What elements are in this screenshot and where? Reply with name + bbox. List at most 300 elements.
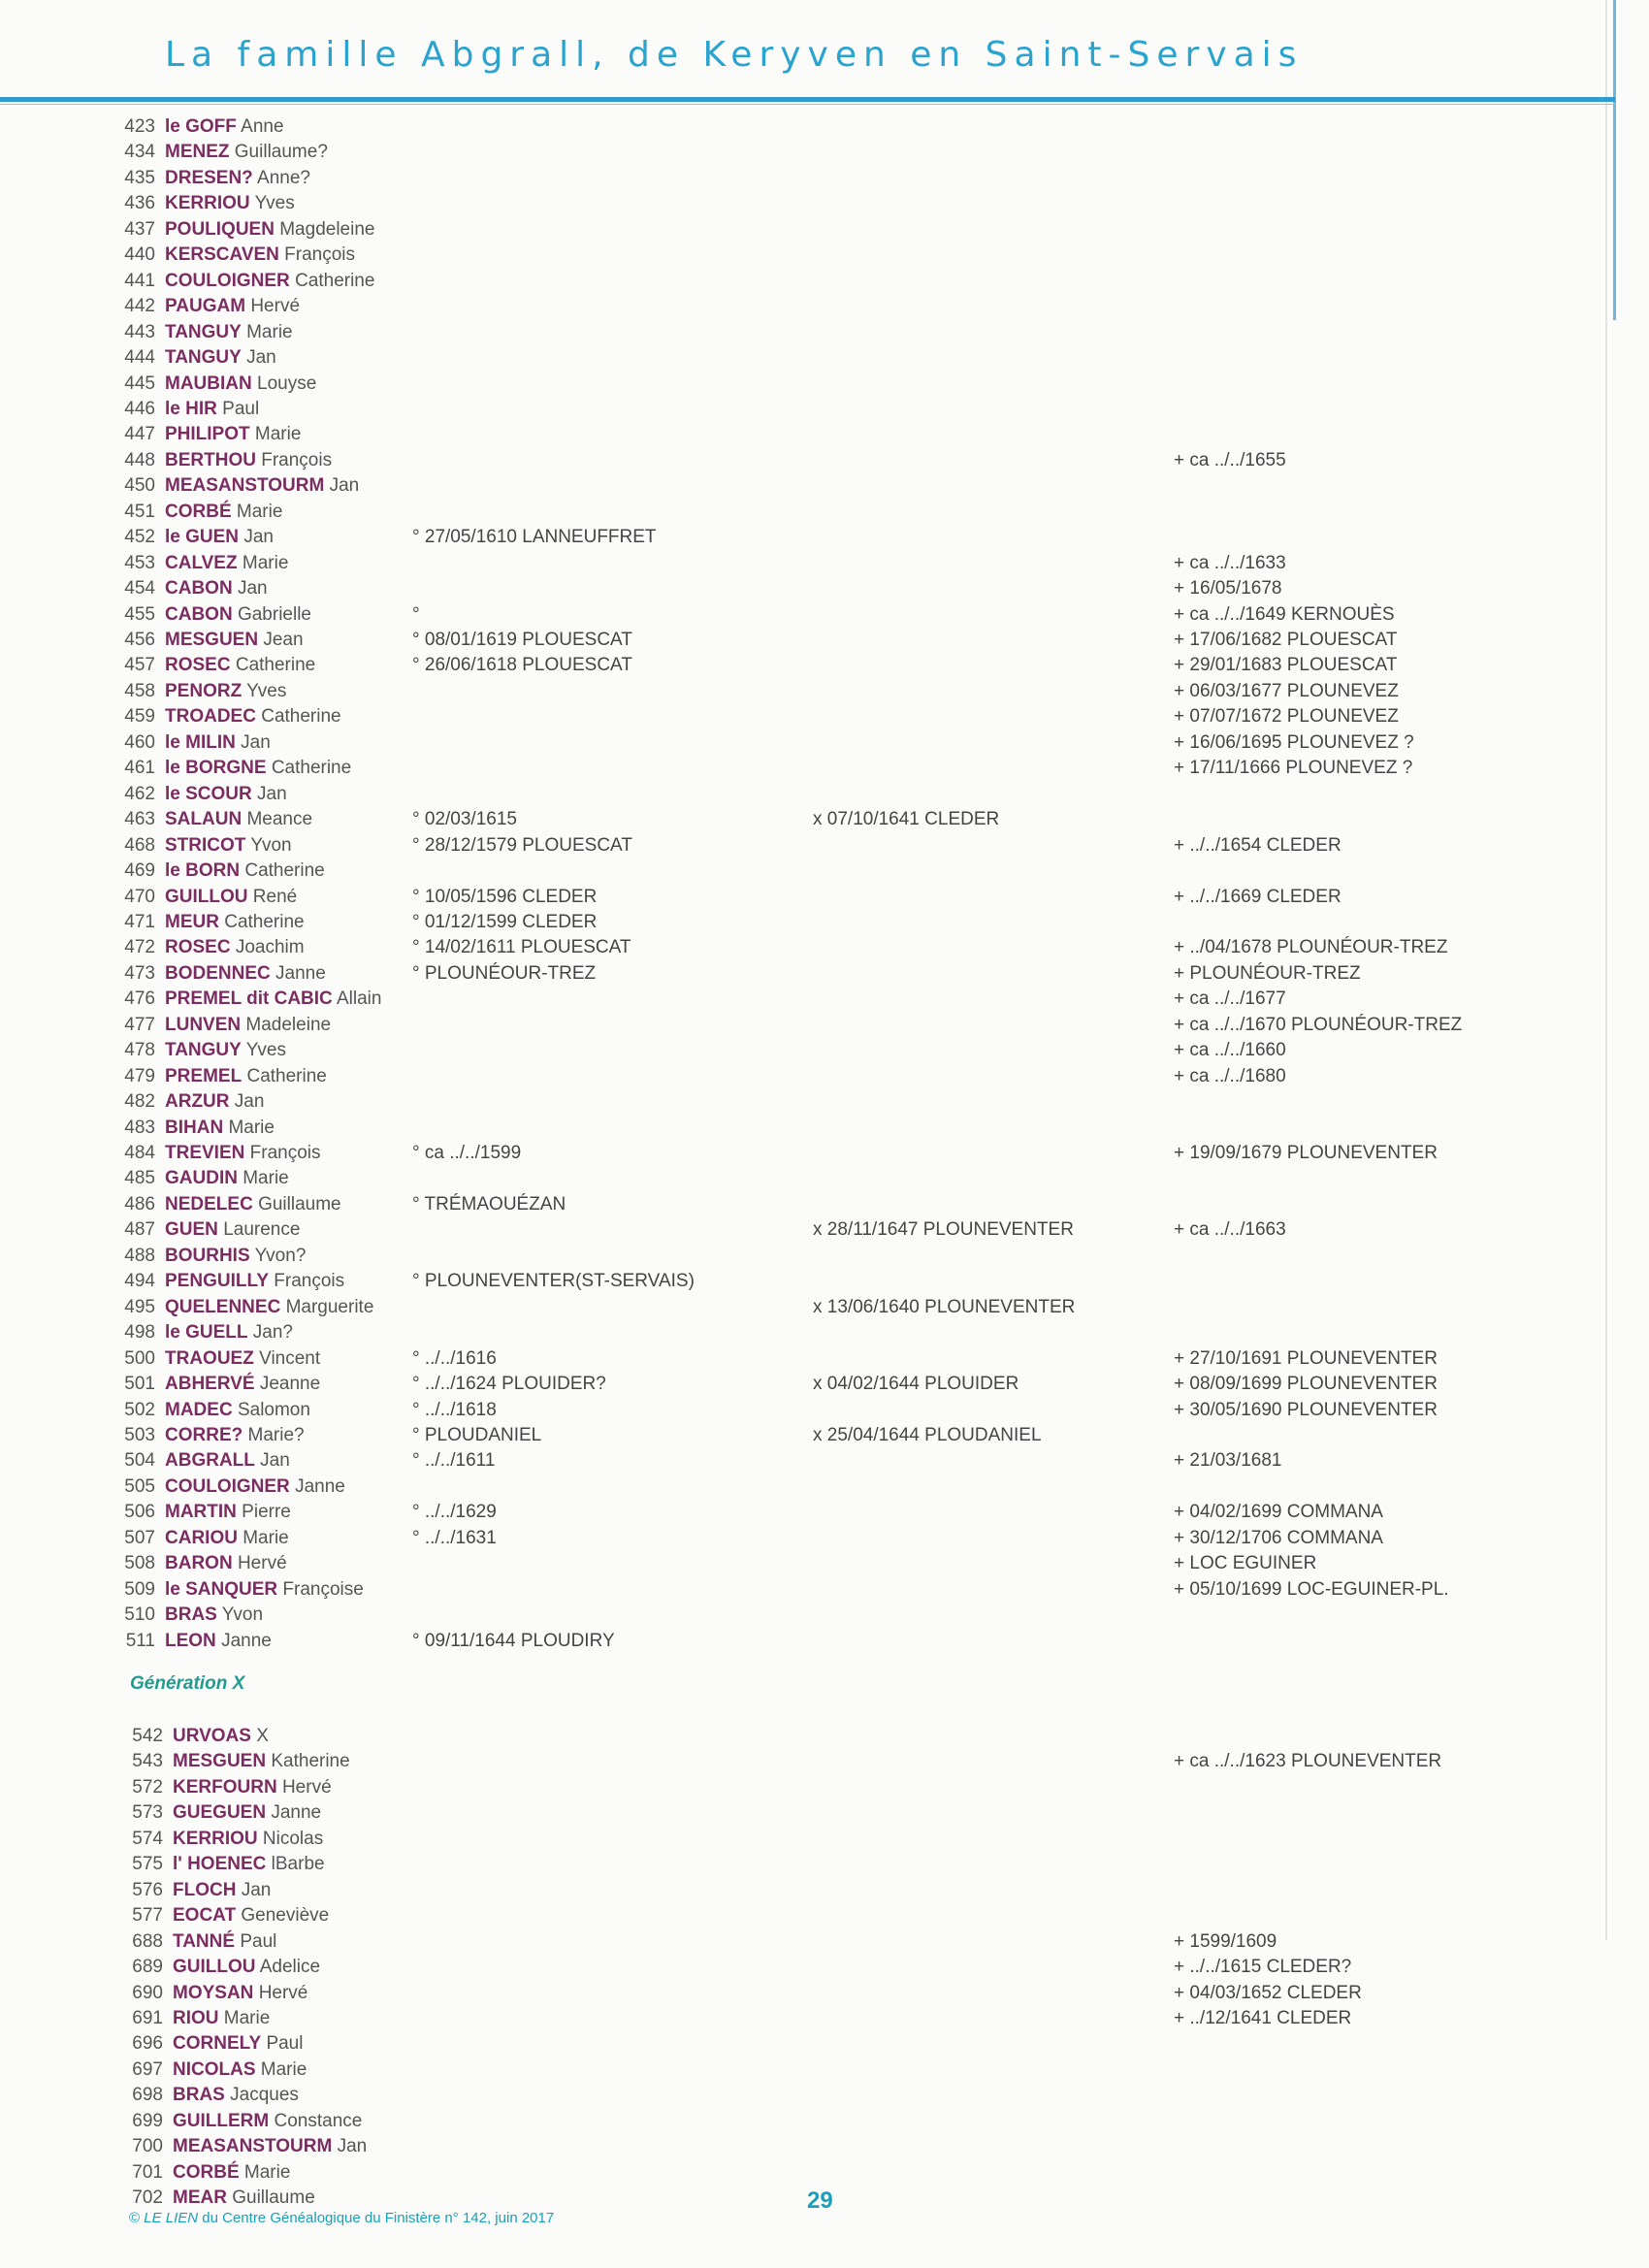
surname: KERSCAVEN <box>165 244 279 266</box>
first-name: Catherine <box>224 911 305 932</box>
death-info: + 30/05/1690 PLOUNEVENTER <box>1174 1399 1438 1420</box>
footer-credit <box>129 2210 554 2226</box>
sosa-number: 573 <box>132 1802 163 1824</box>
birth-info: ° 14/02/1611 PLOUESCAT <box>412 937 631 958</box>
person-name <box>173 2134 367 2159</box>
birth-info: ° 27/05/1610 LANNEUFFRET <box>412 527 657 548</box>
sosa-number: 460 <box>124 731 155 753</box>
surname: le BORGNE <box>165 758 267 779</box>
sosa-number: 440 <box>124 244 155 266</box>
person-name <box>173 1878 271 1903</box>
person-name <box>173 1827 323 1852</box>
person-name <box>165 756 351 781</box>
sosa-number: 461 <box>124 758 155 779</box>
surname: TANGUY <box>165 1040 242 1061</box>
sosa-number: 445 <box>124 373 155 394</box>
person-name <box>165 551 288 576</box>
person-name <box>173 1955 320 1980</box>
surname: PAUGAM <box>165 296 246 317</box>
first-name: Jan <box>257 783 287 804</box>
surname: SALAUN <box>165 809 242 830</box>
surname: STRICOT <box>165 834 246 856</box>
sosa-number: 444 <box>124 347 155 369</box>
person-name <box>165 372 316 397</box>
person-name <box>165 1526 289 1551</box>
first-name: Allain <box>337 988 382 1010</box>
birth-info: ° PLOUNÉOUR-TREZ <box>412 962 597 984</box>
surname: l' HOENEC <box>173 1854 267 1875</box>
surname: BRAS <box>165 1604 217 1626</box>
first-name: Janne <box>271 1802 322 1824</box>
sosa-number: 476 <box>124 988 155 1010</box>
person-name <box>165 1423 305 1448</box>
first-name: Catherine <box>261 706 341 728</box>
first-name: François <box>284 244 356 266</box>
surname: ROSEC <box>165 655 231 676</box>
surname: COULOIGNER <box>165 1475 290 1497</box>
sosa-number: 689 <box>132 1957 163 1978</box>
first-name: X <box>256 1726 269 1746</box>
first-name: Katherine <box>271 1751 350 1772</box>
death-info: + ca ../../1680 <box>1174 1065 1286 1086</box>
surname: PREMEL <box>165 1065 242 1086</box>
sosa-number: 483 <box>124 1117 155 1138</box>
sosa-number: 442 <box>124 296 155 317</box>
surname: PREMEL dit CABIC <box>165 988 333 1010</box>
first-name: Marie <box>260 2058 307 2080</box>
surname: CORNELY <box>173 2033 262 2055</box>
first-name: Hervé <box>258 1982 308 2003</box>
first-name: Jean <box>263 630 304 650</box>
birth-info: ° ../../1618 <box>412 1399 497 1420</box>
surname: le SANQUER <box>165 1578 278 1600</box>
surname: EOCAT <box>173 1905 237 1927</box>
surname: CABON <box>165 578 233 599</box>
first-name: François <box>274 1271 345 1292</box>
surname: TREVIEN <box>165 1143 245 1163</box>
surname: TANGUY <box>165 347 242 369</box>
sosa-number: 451 <box>124 501 155 522</box>
header-rule <box>0 97 1615 102</box>
surname: le GUEN <box>165 527 240 548</box>
surname: LEON <box>165 1630 216 1651</box>
surname: RIOU <box>173 2007 219 2028</box>
sosa-number: 447 <box>124 424 155 445</box>
person-name <box>165 628 304 653</box>
person-name <box>165 653 315 678</box>
birth-info: ° ../../1629 <box>412 1502 497 1523</box>
person-name <box>173 1981 307 2006</box>
death-info: + PLOUNÉOUR-TREZ <box>1174 962 1361 984</box>
person-name <box>165 269 374 294</box>
death-info: + ../12/1641 CLEDER <box>1174 2007 1352 2028</box>
first-name: Françoise <box>282 1578 364 1600</box>
death-info: + LOC EGUINER <box>1174 1553 1317 1574</box>
sosa-number: 459 <box>124 706 155 728</box>
surname: CORBÉ <box>165 501 232 522</box>
first-name: Hervé <box>237 1553 287 1574</box>
first-name: Guillaume <box>258 1193 341 1215</box>
person-name <box>173 1852 325 1877</box>
surname: GUILLOU <box>165 886 248 907</box>
sosa-number: 696 <box>132 2033 163 2055</box>
surname: ABGRALL <box>165 1450 255 1472</box>
first-name: Catherine <box>246 1065 327 1086</box>
sosa-number: 577 <box>132 1905 163 1927</box>
sosa-number: 508 <box>124 1553 155 1574</box>
death-info: + ../../1615 CLEDER? <box>1174 1957 1352 1978</box>
generation-heading: Génération X <box>130 1673 245 1694</box>
sosa-number: 574 <box>132 1828 163 1849</box>
person-name <box>165 448 332 473</box>
person-name <box>165 1244 306 1269</box>
surname: LUNVEN <box>165 1014 242 1035</box>
person-name <box>165 1141 321 1166</box>
birth-info: ° <box>412 603 420 625</box>
death-info: + 06/03/1677 PLOUNEVEZ <box>1174 680 1399 701</box>
death-info: + ca ../../1677 <box>1174 988 1286 1010</box>
sosa-number: 477 <box>124 1014 155 1035</box>
first-name: Yves <box>245 1040 286 1061</box>
person-name <box>165 1474 345 1500</box>
first-name: Madeleine <box>245 1014 332 1035</box>
sosa-number: 448 <box>124 449 155 470</box>
surname: CARIOU <box>165 1527 238 1548</box>
sosa-number: 690 <box>132 1982 163 2003</box>
sosa-number: 500 <box>124 1347 155 1369</box>
sosa-number: 511 <box>125 1630 155 1651</box>
sosa-number: 469 <box>124 860 155 882</box>
death-info: + 21/03/1681 <box>1174 1450 1282 1472</box>
surname: MESGUEN <box>165 630 259 650</box>
sosa-number: 504 <box>124 1450 155 1472</box>
sosa-number: 434 <box>124 142 155 163</box>
first-name: Laurence <box>223 1219 301 1241</box>
death-info: + 16/05/1678 <box>1174 578 1282 599</box>
first-name: Marie <box>236 501 283 522</box>
death-info: + 29/01/1683 PLOUESCAT <box>1174 655 1398 676</box>
person-name <box>165 1013 331 1038</box>
sosa-number: 454 <box>124 578 155 599</box>
sosa-number: 435 <box>124 167 155 188</box>
sosa-number: 468 <box>124 834 155 856</box>
birth-info: ° 09/11/1644 PLOUDIRY <box>412 1630 615 1651</box>
surname: MENEZ <box>165 142 230 163</box>
first-name: Marguerite <box>285 1296 374 1317</box>
person-name <box>165 525 274 550</box>
sosa-number: 505 <box>124 1475 155 1497</box>
person-name <box>165 191 295 216</box>
sosa-number: 453 <box>124 552 155 573</box>
surname: NEDELEC <box>165 1193 253 1215</box>
sosa-number: 494 <box>124 1271 155 1292</box>
page-edge-line <box>1613 0 1616 320</box>
surname: TANGUY <box>165 321 242 342</box>
person-name <box>165 833 292 859</box>
first-name: François <box>249 1143 321 1163</box>
person-name <box>165 1295 373 1320</box>
person-name <box>165 114 284 140</box>
sosa-number: 463 <box>124 809 155 830</box>
first-name: Jan <box>237 578 268 599</box>
first-name: Guillaume <box>232 2187 315 2209</box>
first-name: François <box>261 449 333 470</box>
sosa-number: 479 <box>124 1065 155 1086</box>
person-name <box>165 294 300 319</box>
person-name <box>165 730 271 756</box>
surname: FLOCH <box>173 1879 237 1900</box>
person-name <box>165 1577 364 1603</box>
birth-info: ° ca ../../1599 <box>412 1143 522 1163</box>
first-name: Marie <box>242 1527 289 1548</box>
surname: BRAS <box>173 2085 225 2106</box>
birth-info: ° 02/03/1615 <box>412 809 517 830</box>
surname: ABHERVÉ <box>165 1374 255 1395</box>
first-name: Pierre <box>242 1502 291 1523</box>
birth-info: ° ../../1616 <box>412 1347 497 1369</box>
surname: le BORN <box>165 860 241 882</box>
surname: URVOAS <box>173 1726 251 1746</box>
person-name <box>165 1192 341 1217</box>
first-name: Jacques <box>230 2085 299 2106</box>
surname: MEAR <box>173 2187 227 2209</box>
sosa-number: 487 <box>124 1219 155 1241</box>
first-name: Janne <box>221 1630 272 1651</box>
surname: MEASANSTOURM <box>173 2136 333 2157</box>
first-name: Jan <box>329 475 360 497</box>
first-name: Catherine <box>244 860 325 882</box>
death-info: + ../../1654 CLEDER <box>1174 834 1342 856</box>
death-info: + ca ../../1623 PLOUNEVENTER <box>1174 1751 1442 1772</box>
surname: le SCOUR <box>165 783 252 804</box>
surname: MADEC <box>165 1399 233 1420</box>
person-name <box>173 1903 329 1928</box>
person-name <box>165 885 297 910</box>
person-name <box>173 1724 269 1749</box>
death-info: + 19/09/1679 PLOUNEVENTER <box>1174 1143 1438 1163</box>
page-title: La famille Abgrall, de Keryven en Saint-Servais <box>165 35 1304 75</box>
person-name <box>165 1500 291 1525</box>
sosa-number: 472 <box>124 937 155 958</box>
death-info: + 16/06/1695 PLOUNEVEZ ? <box>1174 731 1414 753</box>
surname: BOURHIS <box>165 1245 250 1266</box>
surname: DRESEN? <box>165 167 253 188</box>
first-name: Nicolas <box>262 1828 324 1849</box>
person-name <box>173 2160 290 2186</box>
first-name: Gabrielle <box>237 603 311 625</box>
surname: TROADEC <box>165 706 256 728</box>
surname: QUELENNEC <box>165 1296 281 1317</box>
death-info: + ../04/1678 PLOUNÉOUR-TREZ <box>1174 937 1448 958</box>
first-name: Paul <box>240 1930 277 1952</box>
person-name <box>165 1089 264 1115</box>
death-info: + ca ../../1655 <box>1174 449 1286 470</box>
birth-info: ° TRÉMAOUÉZAN <box>412 1193 566 1215</box>
person-name <box>173 2057 307 2083</box>
death-info: + ca ../../1633 <box>1174 552 1286 573</box>
death-info: + ca ../../1660 <box>1174 1040 1286 1061</box>
sosa-number: 478 <box>124 1040 155 1061</box>
sosa-number: 498 <box>124 1322 155 1344</box>
surname: MESGUEN <box>173 1751 267 1772</box>
death-info: + ca ../../1663 <box>1174 1219 1286 1241</box>
sosa-number: 691 <box>132 2007 163 2028</box>
copyright-symbol: © <box>129 2210 141 2226</box>
death-info: + 04/02/1699 COMMANA <box>1174 1502 1383 1523</box>
page-number: 29 <box>807 2187 833 2214</box>
sosa-number: 471 <box>124 911 155 932</box>
surname: CALVEZ <box>165 552 238 573</box>
sosa-number: 462 <box>124 783 155 804</box>
person-name <box>173 2109 362 2134</box>
first-name: Marie <box>243 2161 291 2183</box>
publication-name: LE LIEN <box>144 2210 199 2226</box>
sosa-number: 698 <box>132 2085 163 2106</box>
surname: le GUELL <box>165 1322 248 1344</box>
person-name <box>173 1929 276 1955</box>
person-name <box>165 987 381 1012</box>
sosa-number: 456 <box>124 630 155 650</box>
first-name: Marie <box>254 424 302 445</box>
sosa-number: 543 <box>132 1751 163 1772</box>
death-info: + 30/12/1706 COMMANA <box>1174 1527 1383 1548</box>
first-name: Marie <box>246 321 293 342</box>
marriage-info: x 04/02/1644 PLOUIDER <box>813 1374 1019 1395</box>
first-name: Paul <box>266 2033 304 2055</box>
death-info: + 08/09/1699 PLOUNEVENTER <box>1174 1374 1438 1395</box>
person-name <box>165 166 310 191</box>
first-name: Vincent <box>259 1347 321 1369</box>
person-name <box>173 1749 350 1774</box>
person-name <box>165 1038 286 1063</box>
sosa-number: 702 <box>132 2187 163 2209</box>
surname: KERRIOU <box>165 193 250 214</box>
first-name: Jan <box>246 347 276 369</box>
person-name <box>173 1775 332 1800</box>
person-name <box>165 1398 310 1423</box>
first-name: Louyse <box>257 373 317 394</box>
death-info: + 07/07/1672 PLOUNEVEZ <box>1174 706 1399 728</box>
person-name <box>165 807 312 832</box>
death-info: + 05/10/1699 LOC-EGUINER-PL. <box>1174 1578 1449 1600</box>
first-name: Yvon <box>250 834 292 856</box>
first-name: Adelice <box>259 1957 321 1978</box>
first-name: Jan <box>234 1091 265 1113</box>
person-name <box>165 910 305 935</box>
surname: CABON <box>165 603 233 625</box>
person-name <box>165 1603 263 1628</box>
person-name <box>165 1372 320 1397</box>
first-name: Meance <box>246 809 313 830</box>
surname: le GOFF <box>165 116 237 137</box>
marriage-info: x 07/10/1641 CLEDER <box>813 809 1000 830</box>
first-name: Joachim <box>235 937 305 958</box>
sosa-number: 473 <box>124 962 155 984</box>
death-info: + 17/11/1666 PLOUNEVEZ ? <box>1174 758 1413 779</box>
person-name <box>165 422 301 447</box>
first-name: Anne? <box>257 167 310 188</box>
first-name: Marie <box>228 1117 275 1138</box>
sosa-number: 470 <box>124 886 155 907</box>
person-name <box>165 1448 290 1474</box>
person-name <box>165 1629 272 1654</box>
first-name: Constance <box>274 2110 363 2131</box>
header-rule-thin <box>0 104 1615 105</box>
sosa-number: 484 <box>124 1143 155 1163</box>
person-name <box>165 1064 327 1089</box>
first-name: Jan <box>260 1450 290 1472</box>
surname: MARTIN <box>165 1502 237 1523</box>
sosa-number: 457 <box>124 655 155 676</box>
person-name <box>165 1217 300 1243</box>
first-name: Salomon <box>237 1399 310 1420</box>
sosa-number: 452 <box>124 527 155 548</box>
sosa-number: 458 <box>124 680 155 701</box>
person-name <box>165 602 311 628</box>
first-name: Marie <box>223 2007 271 2028</box>
sosa-number: 688 <box>132 1930 163 1952</box>
person-name <box>173 2083 299 2108</box>
sosa-number: 455 <box>124 603 155 625</box>
birth-info: ° 26/06/1618 PLOUESCAT <box>412 655 632 676</box>
surname: MAUBIAN <box>165 373 252 394</box>
surname: BODENNEC <box>165 962 271 984</box>
first-name: Marie? <box>247 1424 305 1445</box>
person-name <box>165 140 328 165</box>
surname: BIHAN <box>165 1117 224 1138</box>
surname: le HIR <box>165 398 217 419</box>
surname: BARON <box>165 1553 233 1574</box>
sosa-number: 482 <box>124 1091 155 1113</box>
sosa-number: 697 <box>132 2058 163 2080</box>
marriage-info: x 25/04/1644 PLOUDANIEL <box>813 1424 1042 1445</box>
first-name: Marie <box>242 552 289 573</box>
sosa-number: 436 <box>124 193 155 214</box>
death-info: + 1599/1609 <box>1174 1930 1277 1952</box>
sosa-number: 576 <box>132 1879 163 1900</box>
person-name <box>165 935 305 960</box>
sosa-number: 507 <box>124 1527 155 1548</box>
person-name <box>165 500 282 525</box>
footer-text: du Centre Généalogique du Finistère n° 142, juin 2017 <box>198 2210 555 2226</box>
sosa-number: 443 <box>124 321 155 342</box>
surname: BERTHOU <box>165 449 256 470</box>
first-name: Jan <box>337 2136 368 2157</box>
person-name <box>165 1551 287 1576</box>
first-name: Catherine <box>295 270 375 291</box>
surname: KERRIOU <box>173 1828 258 1849</box>
first-name: Geneviève <box>241 1905 330 1927</box>
surname: CORBÉ <box>173 2161 240 2183</box>
sosa-number: 575 <box>132 1854 163 1875</box>
surname: le MILIN <box>165 731 236 753</box>
sosa-number: 502 <box>124 1399 155 1420</box>
death-info: + ../../1669 CLEDER <box>1174 886 1342 907</box>
death-info: + 27/10/1691 PLOUNEVENTER <box>1174 1347 1438 1369</box>
surname: GAUDIN <box>165 1168 238 1189</box>
person-name <box>165 1116 275 1141</box>
sosa-number: 446 <box>124 398 155 419</box>
surname: TANNÉ <box>173 1930 236 1952</box>
death-info: + ca ../../1670 PLOUNÉOUR-TREZ <box>1174 1014 1463 1035</box>
person-name <box>165 473 359 499</box>
first-name: Catherine <box>271 758 352 779</box>
person-name <box>165 704 341 729</box>
death-info: + 17/06/1682 PLOUESCAT <box>1174 630 1398 650</box>
first-name: Jan <box>243 527 274 548</box>
surname: GUILLOU <box>173 1957 256 1978</box>
birth-info: ° 01/12/1599 CLEDER <box>412 911 598 932</box>
